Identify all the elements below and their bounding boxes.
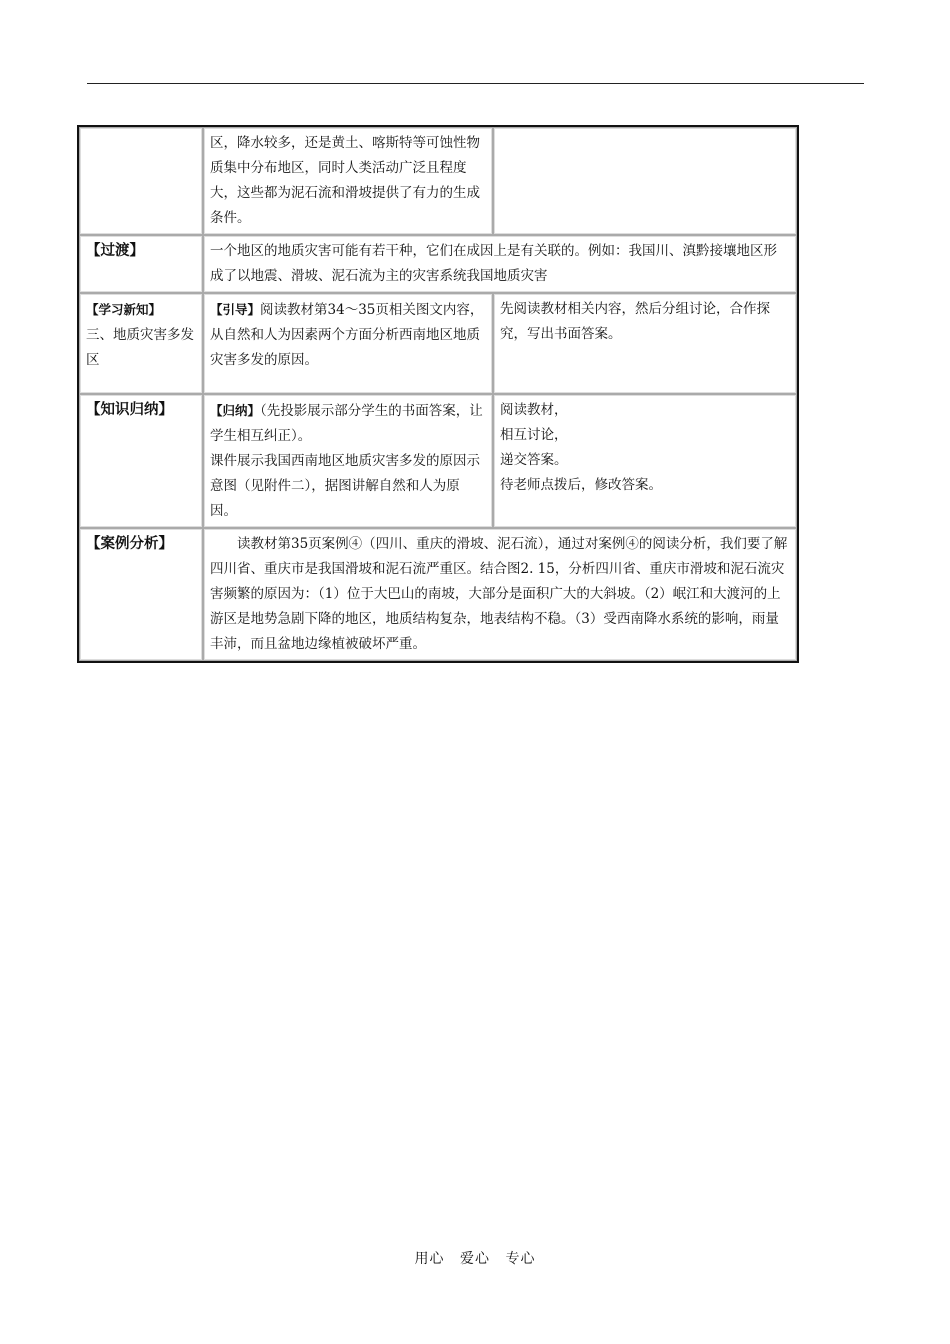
transition-text: 一个地区的地质灾害可能有若干种，它们在成因上是有关联的。例如：我国川、滇黔接壤地区形成了以地震、滑坡、泥石流为主的灾害系统我国地质灾害 bbox=[203, 235, 797, 293]
guide-cell bbox=[203, 293, 493, 394]
table-row-new-knowledge bbox=[79, 293, 797, 394]
summary-student-line: 递交答案。 bbox=[500, 452, 568, 468]
summary-student-line: 待老师点拨后，修改答案。 bbox=[500, 477, 662, 493]
case-label: 【案例分析】 bbox=[86, 536, 173, 552]
transition-label: 【过渡】 bbox=[79, 235, 203, 293]
summary-teacher-line2: 课件展示我国西南地区地质灾害多发的原因示意图（见附件二），据图讲解自然和人为原因。 bbox=[210, 453, 480, 519]
new-knowledge-label: 【学习新知】 bbox=[86, 302, 162, 317]
case-label-cell bbox=[79, 528, 203, 661]
footer-word: 用心 bbox=[414, 1251, 445, 1267]
table-row-case bbox=[79, 528, 797, 661]
student-activity-cell: 先阅读教材相关内容，然后分组讨论，合作探究，写出书面答案。 bbox=[493, 293, 797, 394]
cell-empty-student bbox=[493, 127, 797, 235]
header-rule bbox=[87, 83, 864, 84]
table-row-continuation bbox=[79, 127, 797, 235]
summary-teacher-label: 【归纳】 bbox=[210, 403, 261, 418]
summary-student-cell bbox=[493, 394, 797, 528]
new-knowledge-label-cell bbox=[79, 293, 203, 394]
section-title: 三、地质灾害多发区 bbox=[86, 327, 194, 368]
summary-teacher-line1: （先投影展示部分学生的书面答案，让学生相互纠正）。 bbox=[210, 403, 483, 444]
cell-empty-label bbox=[79, 127, 203, 235]
footer-word: 专心 bbox=[505, 1251, 536, 1267]
cell-continuation-text: 区，降水较多，还是黄土、喀斯特等可蚀性物质集中分布地区，同时人类活动广泛且程度大，这些都为泥石流和滑坡提供了有力的生成条件。 bbox=[203, 127, 493, 235]
summary-student-line: 相互讨论， bbox=[500, 427, 568, 443]
footer-word: 爱心 bbox=[460, 1251, 490, 1267]
summary-student-line: 阅读教材， bbox=[500, 402, 568, 418]
page-footer bbox=[0, 1248, 950, 1268]
summary-teacher-cell bbox=[203, 394, 493, 528]
case-text: 读教材第35页案例④（四川、重庆的滑坡、泥石流），通过对案例④的阅读分析，我们要了解四川省、重庆市是我国滑坡和泥石流严重区。结合图2. 15，分析四川省、重庆市滑坡和泥石流灾害频繁的原因为：（1）位于大巴山的南坡，大部分是面积广大的大斜坡。（2）岷江和大渡河的上游区是地势急剧下降的地区，地质结构复杂，地表结构不稳。（3）受西南降水系统的影响，雨量丰沛，而且盆地边缘植被破坏严重。 bbox=[203, 528, 797, 661]
summary-label-cell bbox=[79, 394, 203, 528]
table-row-summary bbox=[79, 394, 797, 528]
summary-label: 【知识归纳】 bbox=[86, 402, 173, 418]
guide-label: 【引导】 bbox=[210, 302, 261, 317]
table-row-transition bbox=[79, 235, 797, 293]
guide-text: 阅读教材第34～35页相关图文内容，从自然和人为因素两个方面分析西南地区地质灾害多发的原因。 bbox=[210, 302, 484, 368]
lesson-plan-table bbox=[77, 125, 799, 663]
